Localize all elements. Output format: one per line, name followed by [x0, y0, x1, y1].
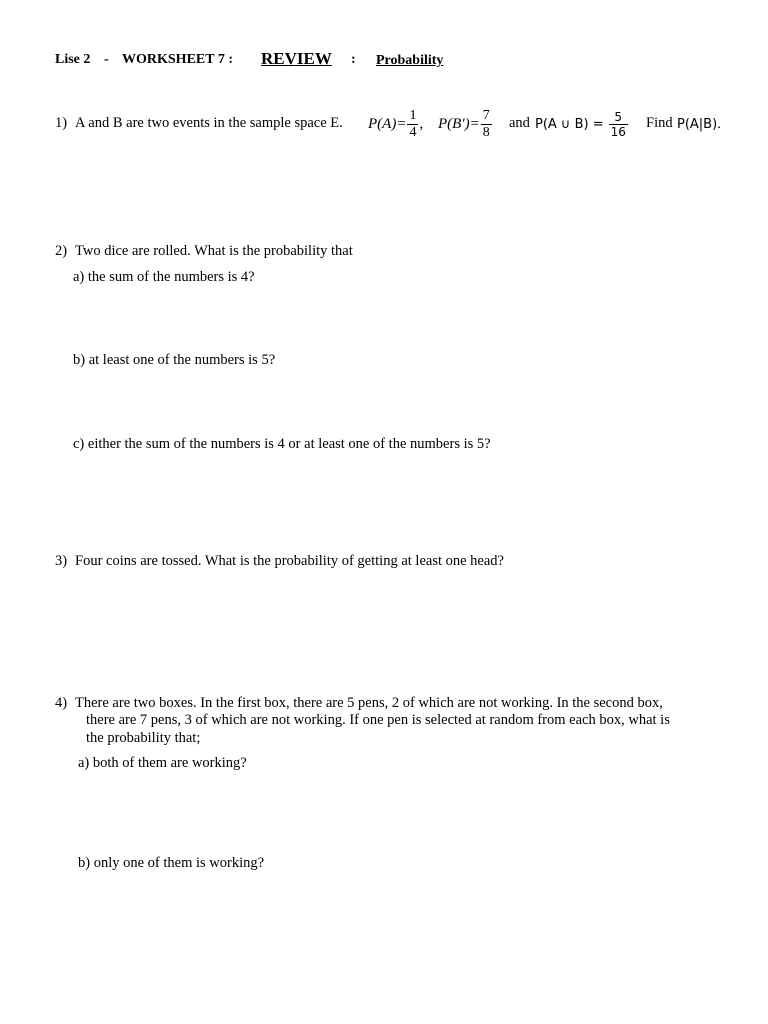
q1-and: and: [509, 115, 530, 131]
q1-formula-union: [535, 104, 629, 144]
q2-part-c: c) either the sum of the numbers is 4 or at least one of the numbers is 5?: [73, 436, 491, 452]
header-lise: Lise 2: [55, 52, 91, 67]
q1-pb-denominator: 8: [482, 124, 490, 140]
q1-formula-pa: [368, 104, 423, 144]
q1-pb-numerator: 7: [482, 107, 490, 123]
header-dash: -: [104, 52, 109, 67]
q1-formula-pb: [438, 104, 493, 144]
header-subject: Probability: [376, 53, 444, 68]
q1-find: Find: [646, 115, 673, 131]
q2-part-b: b) at least one of the numbers is 5?: [73, 352, 276, 368]
q4-part-a: a) both of them are working?: [78, 755, 247, 771]
q1-union-numerator: 5: [609, 111, 628, 125]
q1-target: P(A|B): [677, 117, 718, 132]
header-review: REVIEW: [261, 49, 332, 68]
header-colon: :: [351, 52, 356, 67]
q4-number: 4): [55, 695, 68, 711]
q2-text: Two dice are rolled. What is the probability that: [75, 243, 353, 259]
q4-line-2: there are 7 pens, 3 of which are not working. If one pen is selected at random from each box, what is: [86, 712, 670, 728]
header-worksheet: WORKSHEET 7 :: [122, 52, 233, 67]
q1-union-label: P(A ∪ B) =: [535, 116, 604, 132]
q1-pa-denominator: 4: [409, 124, 417, 140]
q1-pa-label: P(A)=: [368, 115, 407, 132]
q1-pa-fraction: [407, 109, 418, 140]
q1-pb-fraction: [481, 109, 492, 140]
q3-number: 3): [55, 553, 68, 569]
q1-union-fraction: [609, 111, 628, 138]
q1-period: .: [717, 116, 721, 132]
q1-target-wrap: [677, 115, 721, 133]
q4-line-3: the probability that;: [86, 730, 201, 746]
q1-number: 1): [55, 115, 68, 131]
q1-comma: ,: [419, 115, 424, 132]
q1-pa-numerator: 1: [409, 107, 417, 123]
q2-part-a: a) the sum of the numbers is 4?: [73, 269, 255, 285]
q1-text: A and B are two events in the sample space E.: [75, 115, 343, 131]
q2-number: 2): [55, 243, 68, 259]
q4-line-1: There are two boxes. In the first box, there are 5 pens, 2 of which are not working. In the second box,: [75, 695, 663, 711]
q1-pb-label: P(B′)=: [438, 115, 480, 132]
q1-union-denominator: 16: [610, 124, 626, 139]
q3-text: Four coins are tossed. What is the probability of getting at least one head?: [75, 553, 504, 569]
q4-part-b: b) only one of them is working?: [78, 855, 265, 871]
